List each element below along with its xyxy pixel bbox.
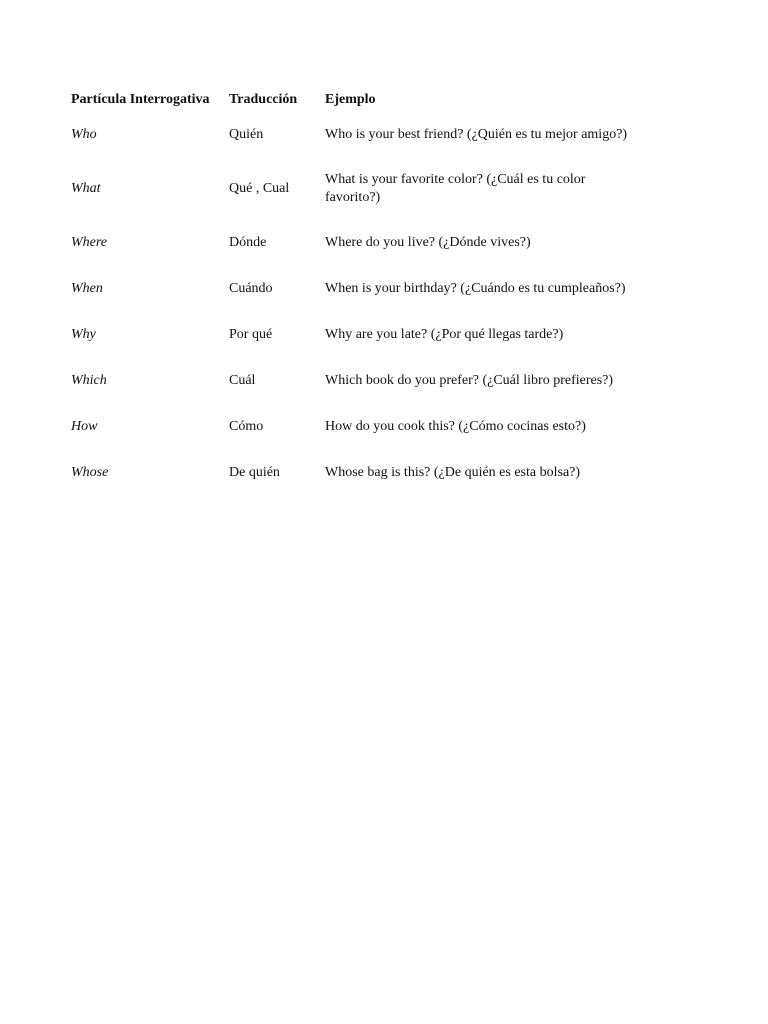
translation-cell: De quién [229,465,280,480]
particle-cell: Whose [71,465,109,480]
particle-cell: Which [71,373,107,388]
header-translation: Traducción [229,92,298,107]
particle-cell: When [71,281,103,296]
header-particle: Partícula Interrogativa [71,92,210,107]
table-row [71,158,638,220]
interrogative-particles-table [71,88,638,496]
particle-cell: How [71,419,98,434]
translation-cell: Cuándo [229,281,273,296]
table-row [71,266,638,312]
translation-cell: Qué , Cual [229,181,290,196]
translation-cell: Dónde [229,235,267,250]
example-cell: When is your birthday? (¿Cuándo es tu cumpleaños?) [325,281,626,296]
example-cell: Whose bag is this? (¿De quién es esta bolsa?) [325,465,581,480]
example-cell: How do you cook this? (¿Cómo cocinas esto?) [325,419,586,434]
example-cell: Who is your best friend? (¿Quién es tu mejor amigo?) [325,127,628,142]
table-row [71,404,638,450]
translation-cell: Cuál [229,373,256,388]
particle-cell: Where [71,235,108,250]
example-cell: Which book do you prefer? (¿Cuál libro prefieres?) [325,373,614,388]
particle-cell: What [71,181,101,196]
example-cell: Where do you live? (¿Dónde vives?) [325,235,531,250]
particle-cell: Who [71,127,97,142]
table-header-row [71,88,638,112]
translation-cell: Quién [229,127,264,142]
particle-cell: Why [71,327,96,342]
table-row [71,220,638,266]
table-row [71,358,638,404]
translation-cell: Por qué [229,327,273,342]
table-row [71,450,638,496]
translation-cell: Cómo [229,419,264,434]
example-cell: What is your favorite color? (¿Cuál es tu color favorito?) [325,172,586,205]
header-example: Ejemplo [325,92,376,107]
table-row [71,112,638,158]
table-row [71,312,638,358]
example-cell: Why are you late? (¿Por qué llegas tarde?) [325,327,564,342]
